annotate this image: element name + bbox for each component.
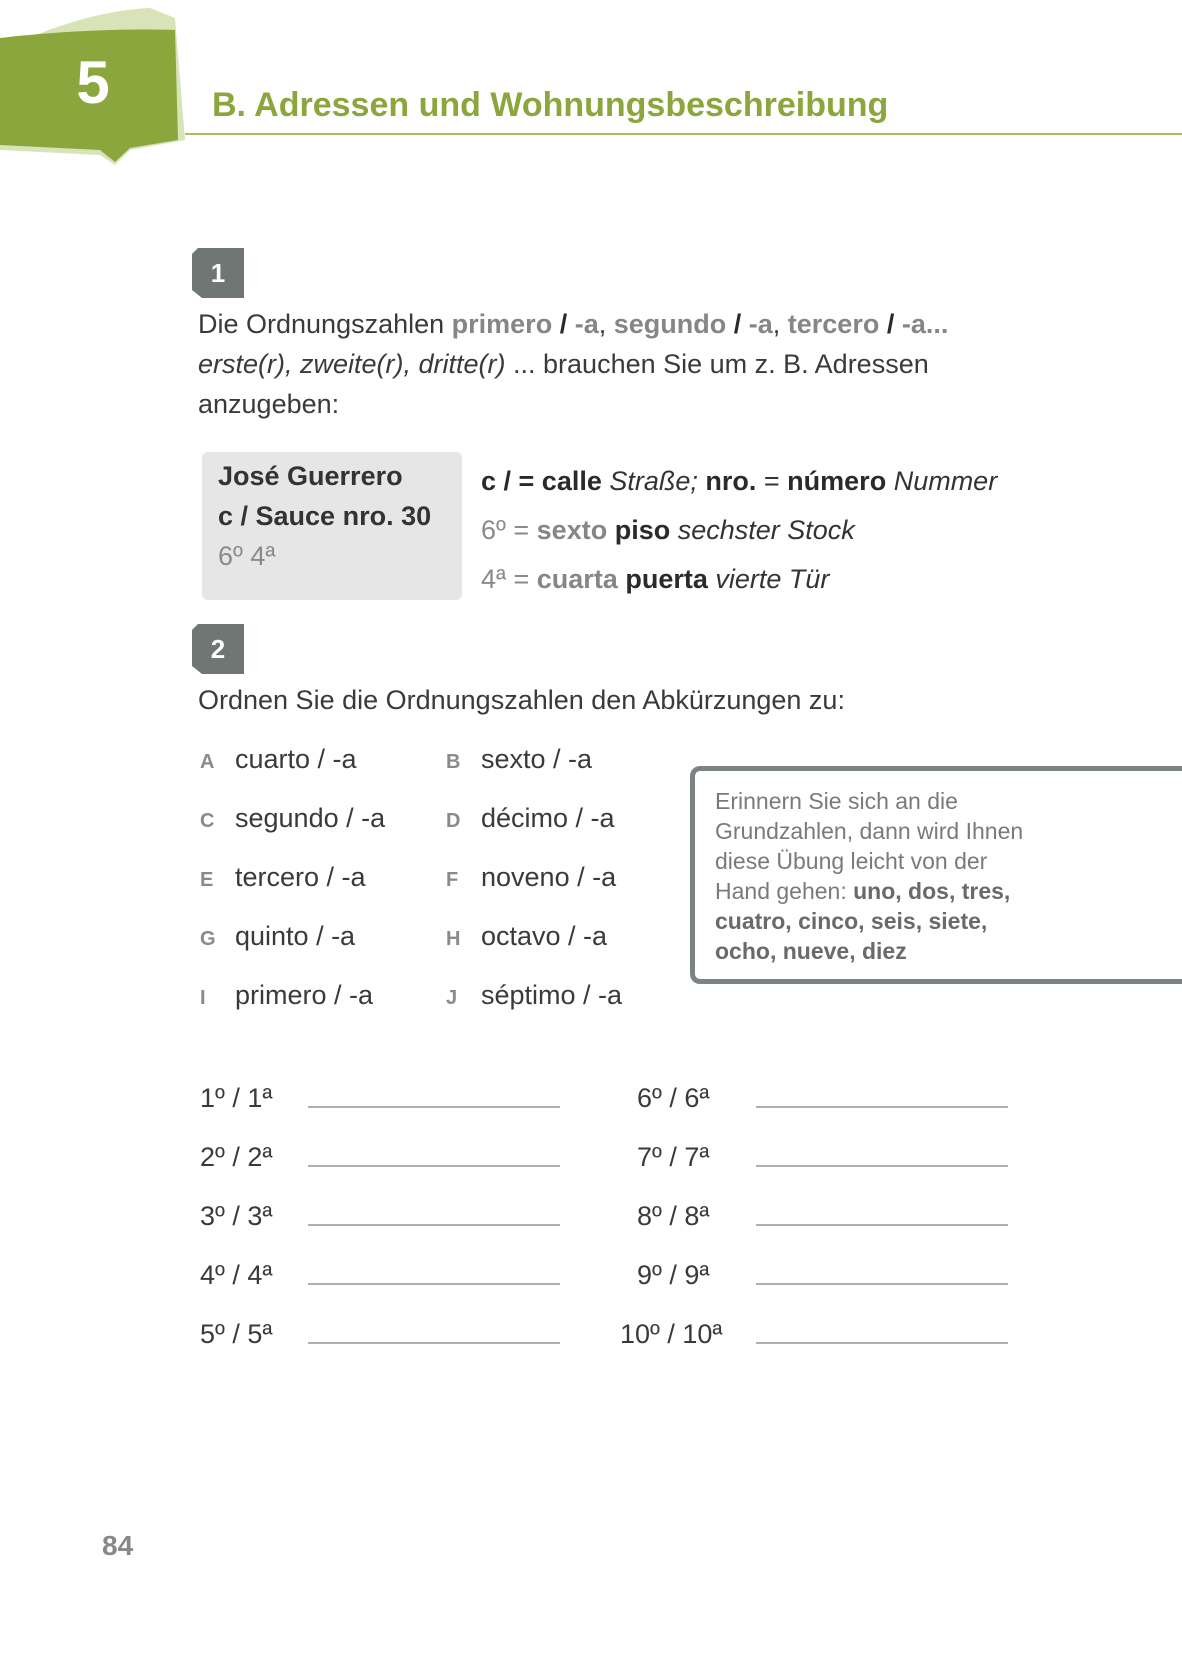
answer-line-6[interactable]	[756, 1106, 1008, 1108]
address-name: José Guerrero	[218, 461, 403, 491]
address-floor: 6º 4ª	[218, 541, 276, 571]
answer-line-9[interactable]	[756, 1283, 1008, 1285]
address-street: c / Sauce nro. 30	[218, 501, 432, 531]
option-j: J séptimo / -a	[446, 980, 623, 1010]
ordinal-label-4: 4º / 4ª	[200, 1260, 273, 1290]
option-h: H octavo / -a	[446, 921, 608, 951]
page-number: 84	[102, 1530, 134, 1561]
exercise-2-number: 2	[210, 634, 226, 664]
ordinal-label-5: 5º / 5ª	[200, 1319, 273, 1349]
chapter-number: 5	[76, 49, 110, 116]
exercise-1-intro: Die Ordnungszahlen primero / -a, segundo / -a, tercero / -a... erste(r), zweite(r), dritte(r) ... brauchen Sie um z. B. Adressen anzugeben:	[198, 309, 949, 419]
answer-line-4[interactable]	[308, 1283, 560, 1285]
address-example	[218, 456, 431, 576]
tip-text: Erinnern Sie sich an die Grundzahlen, dann wird Ihnen diese Übung leicht von der Hand gehen: uno, dos, tres, cuatro, cinco, seis, siete, ocho, nueve, diez	[715, 788, 1024, 964]
answer-line-7[interactable]	[756, 1165, 1008, 1167]
legend-door: 4ª = cuarta puerta vierte Tür	[481, 564, 830, 594]
option-e: E tercero / -a	[200, 862, 366, 892]
exercise-1-number: 1	[210, 258, 226, 288]
ordinal-label-3: 3º / 3ª	[200, 1201, 273, 1231]
ordinal-label-9: 9º / 9ª	[637, 1260, 710, 1290]
option-g: G quinto / -a	[200, 921, 356, 951]
answer-line-8[interactable]	[756, 1224, 1008, 1226]
ordinal-label-10: 10º / 10ª	[620, 1319, 723, 1349]
ordinal-label-8: 8º / 8ª	[637, 1201, 710, 1231]
answer-line-10[interactable]	[756, 1342, 1008, 1344]
option-d: D décimo / -a	[446, 803, 615, 833]
answer-line-5[interactable]	[308, 1342, 560, 1344]
exercise-2-instruction: Ordnen Sie die Ordnungszahlen den Abkürzungen zu:	[198, 685, 845, 715]
option-b: B sexto / -a	[446, 744, 593, 774]
option-a: A cuarto / -a	[200, 744, 357, 774]
ordinal-label-7: 7º / 7ª	[637, 1142, 710, 1172]
legend-street: c / = calle Straße; nro. = número Nummer	[481, 466, 998, 496]
answer-line-2[interactable]	[308, 1165, 560, 1167]
ordinal-label-2: 2º / 2ª	[200, 1142, 273, 1172]
option-f: F noveno / -a	[446, 862, 617, 892]
answer-line-3[interactable]	[308, 1224, 560, 1226]
legend-floor: 6º = sexto piso sechster Stock	[481, 515, 855, 545]
answer-line-1[interactable]	[308, 1106, 560, 1108]
ordinal-label-6: 6º / 6ª	[637, 1083, 710, 1113]
header-rule	[185, 133, 1182, 135]
option-i: I primero / -a	[200, 980, 374, 1010]
option-c: C segundo / -a	[200, 803, 386, 833]
ordinal-label-1: 1º / 1ª	[200, 1083, 273, 1113]
page-title: B. Adressen und Wohnungsbeschreibung	[212, 86, 889, 124]
